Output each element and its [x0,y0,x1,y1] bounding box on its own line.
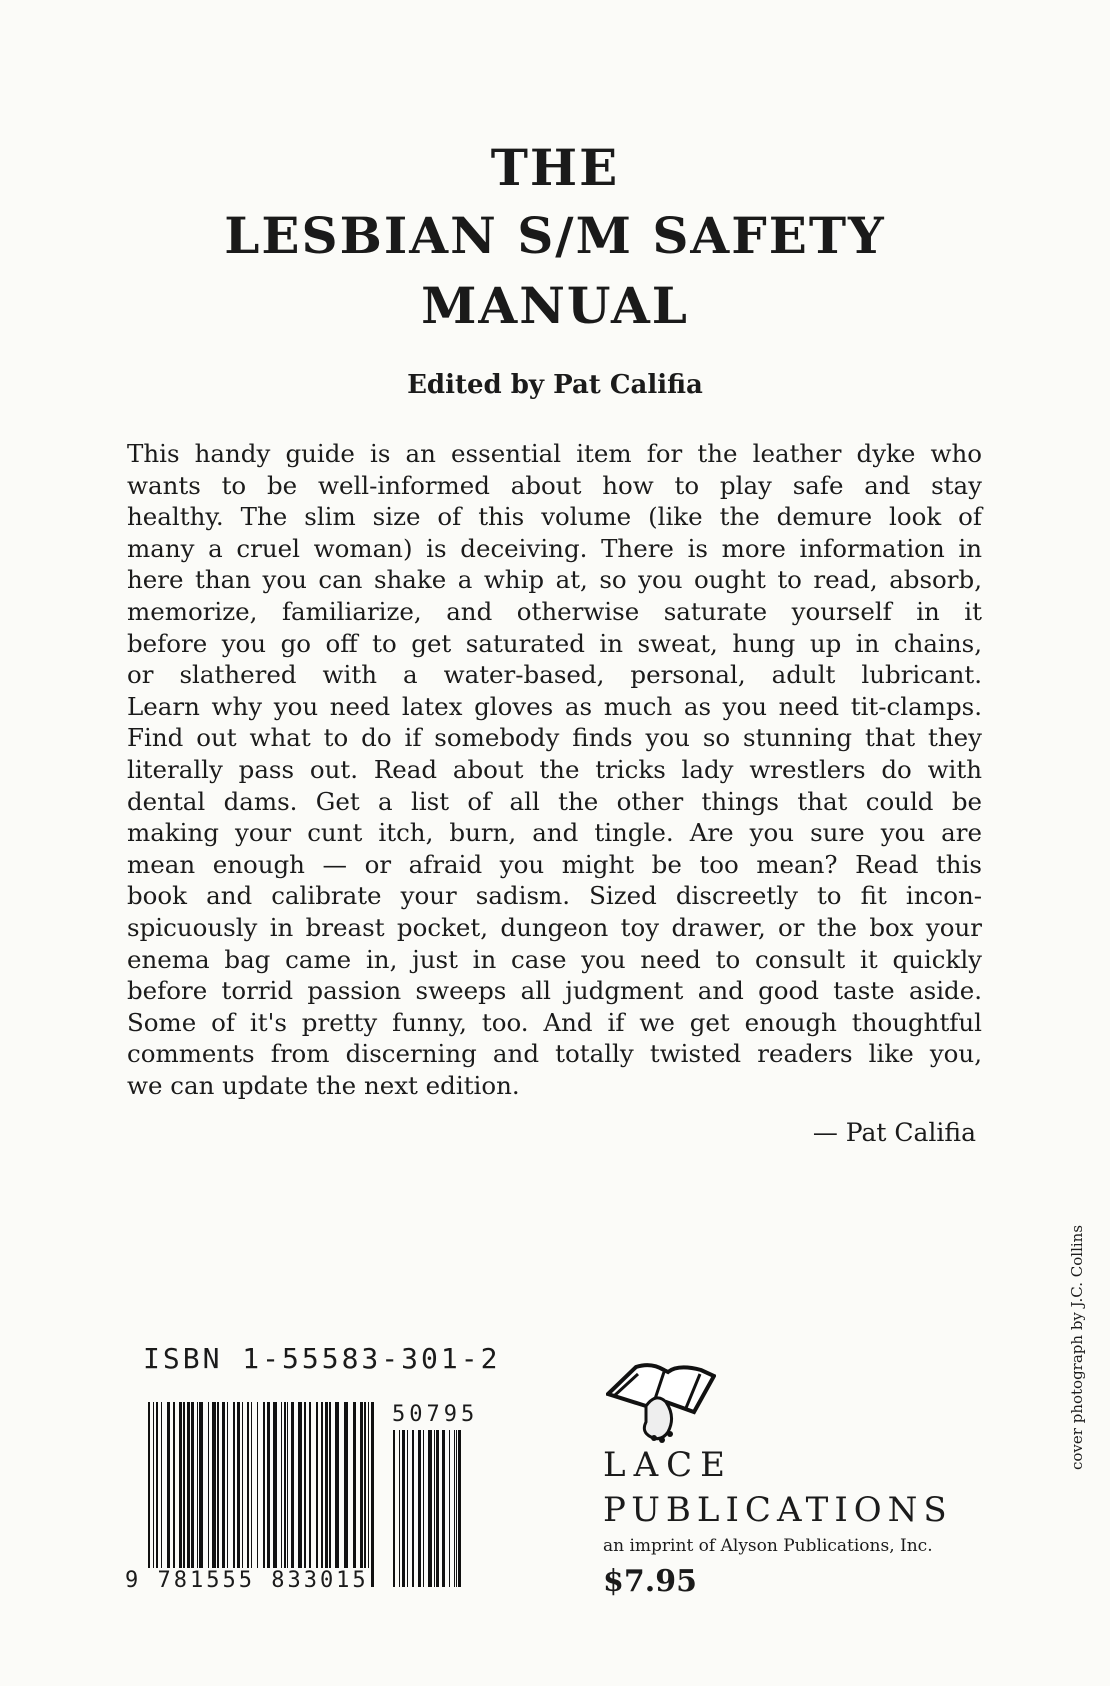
barcode-bar [281,1402,282,1587]
barcode-addon-bar [402,1430,405,1587]
blurb-line: before you go off to get saturated in sweat, hung up in chains, [127,628,982,658]
price: $7.95 [603,1564,697,1599]
barcode-bar [222,1402,225,1587]
barcode-bar [267,1402,270,1587]
barcode-bar [183,1402,185,1587]
barcode-bar [368,1402,369,1587]
blurb-line: Some of it's pretty funny, too. And if we get enough thoughtful [127,1007,982,1037]
barcode-bar [309,1402,311,1587]
book-title-line-1: THE [490,138,620,197]
blurb-line: enema bag came in, just in case you need to consult it quickly [127,944,982,974]
barcode-addon-bar [458,1430,461,1587]
barcode-bar [304,1402,306,1587]
barcode-bar [197,1402,198,1587]
blurb-line: Find out what to do if somebody finds you so stunning that they [127,723,982,753]
blurb-line: or slathered with a water-based, personal, adult lubricant. [127,660,982,690]
barcode-addon-bar [428,1430,432,1587]
editor-credit: Edited by Pat Califia [407,370,703,400]
barcode-addon-bar [399,1430,400,1587]
book-title-line-3: MANUAL [421,276,689,335]
barcode-bar [199,1402,203,1587]
barcode-addon-bar [456,1430,457,1587]
barcode-bar [353,1402,356,1587]
blurb-line: healthy. The slim size of this volume (like the demure look of [127,502,982,532]
barcode-bar [371,1402,374,1587]
blurb-line: before torrid passion sweeps all judgment and good taste aside. [127,976,982,1006]
barcode-addon-bar [393,1430,395,1587]
barcode-bar [273,1402,277,1587]
blurb-line: we can update the next edition. [127,1070,520,1100]
barcode-digits: 9 781555 833015 [125,1568,369,1593]
blurb-line: comments from discerning and totally twisted readers like you, [127,1039,982,1069]
barcode-bar [187,1402,190,1587]
barcode-bar [179,1402,182,1587]
publisher-name-line-2: PUBLICATIONS [603,1490,953,1530]
barcode-bar [233,1402,235,1587]
barcode-bar [257,1402,258,1587]
photo-credit: cover photograph by J.C. Collins [1068,1224,1086,1470]
barcode-bar [344,1402,348,1587]
barcode-addon-bar [449,1430,450,1587]
blurb-line: memorize, familiarize, and otherwise saturate yourself in it [127,596,982,626]
barcode-bar [291,1402,294,1587]
barcode-bar [167,1402,170,1587]
barcode-addon-bar [442,1430,445,1587]
barcode-bar [212,1402,216,1587]
barcode-addon-digits: 50795 [392,1402,479,1427]
barcode-bar [287,1402,288,1587]
barcode-bar [335,1402,339,1587]
blurb-line: spicuously in breast pocket, dungeon toy drawer, or the box your [127,912,982,942]
blurb [127,438,982,1101]
blurb-attribution: — Pat Califia [812,1118,976,1147]
barcode-bar [321,1402,323,1587]
barcode-bar [156,1402,158,1587]
barcode-bar [191,1402,194,1587]
barcode-bar [227,1402,228,1587]
isbn: ISBN 1-55583-301-2 [143,1342,501,1375]
barcode [148,1402,508,1592]
barcode-bar [148,1402,150,1587]
blurb-line: many a cruel woman) is deceiving. There is more information in [127,533,982,563]
blurb-line: literally pass out. Read about the tricks lady wrestlers do with [127,754,982,784]
barcode-addon-bar [434,1430,435,1587]
book-title-line-2: LESBIAN S/M SAFETY [224,206,886,265]
barcode-bar [242,1402,243,1587]
barcode-bar [364,1402,366,1587]
barcode-bar [161,1402,162,1587]
barcode-bar [208,1402,209,1587]
blurb-line: wants to be well-informed about how to play safe and stay [127,470,982,500]
barcode-bar [217,1402,219,1587]
open-book-lace-logo-icon [606,1362,716,1444]
barcode-bar [329,1402,331,1587]
barcode-bar [325,1402,328,1587]
blurb-line: here than you can shake a whip at, so you ought to read, absorb, [127,565,982,595]
barcode-bar [284,1402,286,1587]
barcode-addon-bar [418,1430,421,1587]
blurb-line: This handy guide is an essential item for the leather dyke who [127,439,982,468]
publisher-name-line-1: LACE [603,1445,733,1485]
barcode-bar [251,1402,252,1587]
barcode-addon-bar [407,1430,408,1587]
blurb-line: making your cunt itch, burn, and tingle. Are you sure you are [127,818,982,848]
barcode-bar [298,1402,302,1587]
barcode-bar [263,1402,265,1587]
barcode-addon-bar [423,1430,424,1587]
barcode-bar [173,1402,175,1587]
blurb-line: Learn why you need latex gloves as much as you need tit-clamps. [127,691,982,721]
blurb-line: dental dams. Get a list of all the other things that could be [127,786,982,816]
barcode-bar [237,1402,240,1587]
barcode-bar [247,1402,249,1587]
barcode-bar [360,1402,363,1587]
barcode-addon-bar [454,1430,455,1587]
barcode-addon-bar [436,1430,439,1587]
blurb-line: book and calibrate your sadism. Sized discreetly to fit incon- [127,881,982,911]
barcode-bar [153,1402,154,1587]
publisher-imprint: an imprint of Alyson Publications, Inc. [603,1536,933,1556]
blurb-line: mean enough — or afraid you might be too mean? Read this [127,849,982,879]
barcode-addon-bar [412,1430,414,1587]
barcode-bar [316,1402,318,1587]
